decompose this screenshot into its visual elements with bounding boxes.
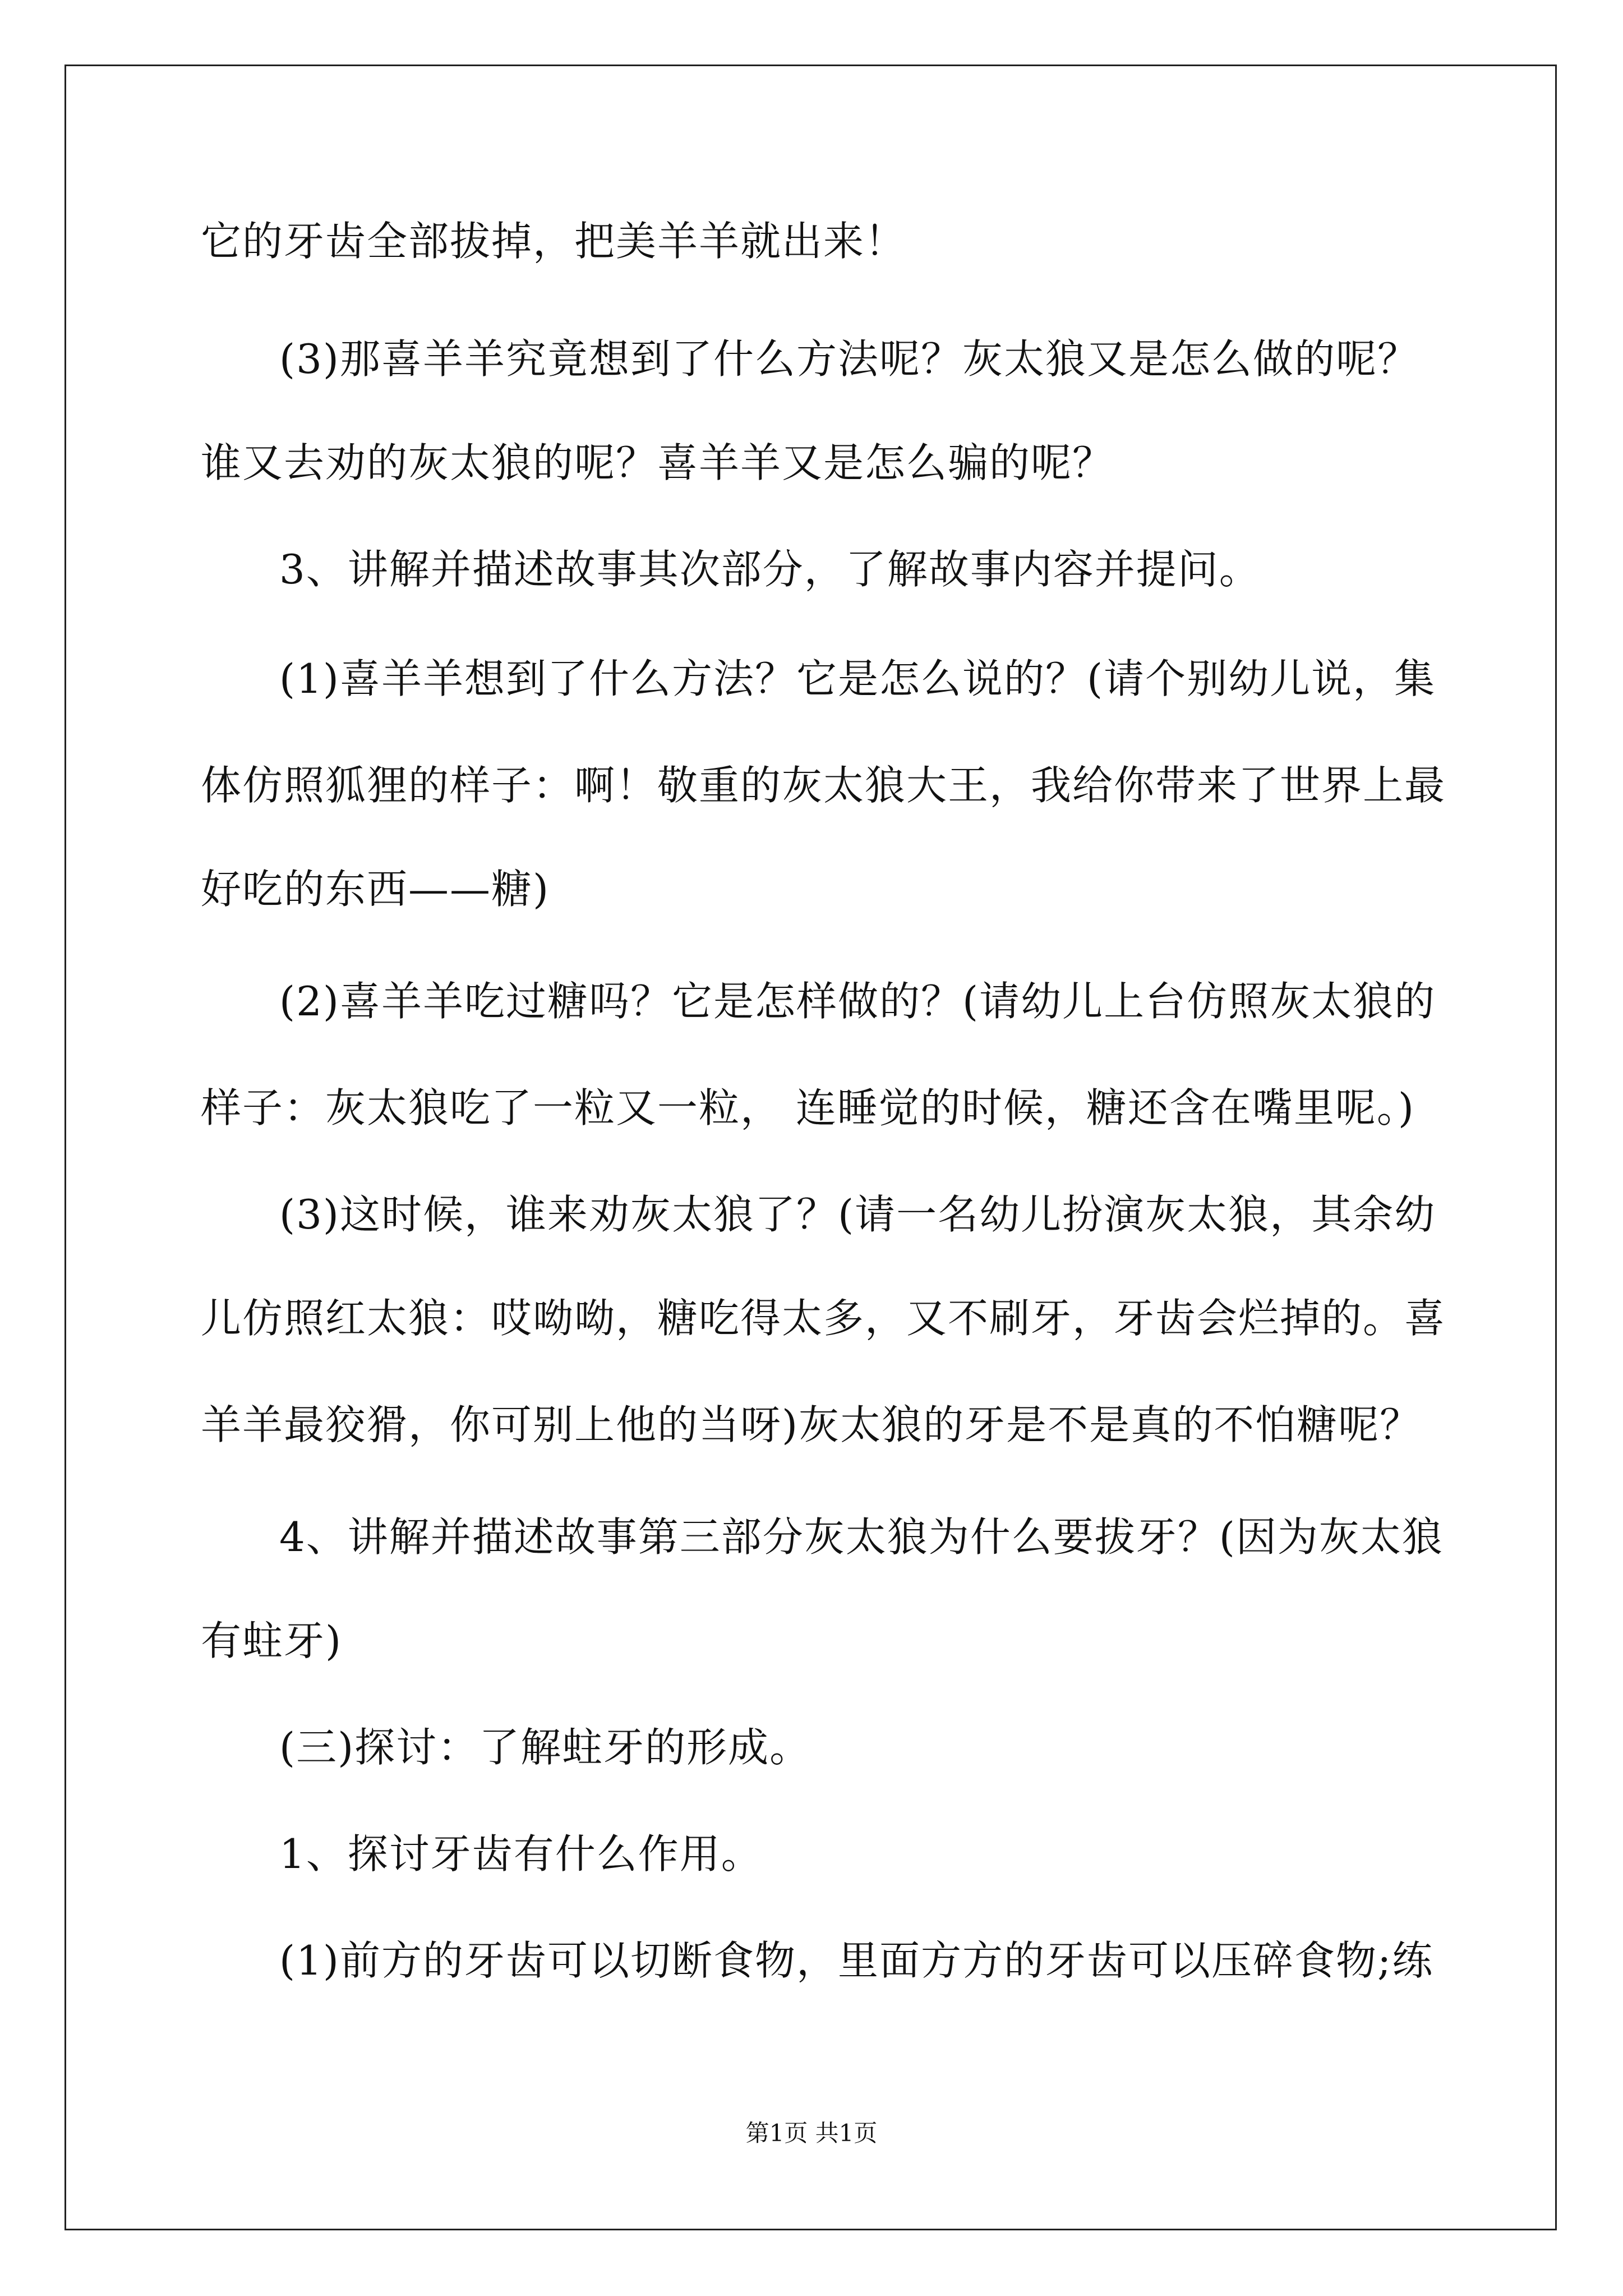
- text-line: 它的牙齿全部拔掉，把美羊羊就出来！: [201, 218, 907, 265]
- text-line: 羊羊最狡猾，你可别上他的当呀)灰太狼的牙是不是真的不怕糖呢？: [201, 1401, 1422, 1448]
- text-line: 有蛀牙): [201, 1617, 343, 1664]
- text-line: 体仿照狐狸的样子：啊！敬重的灰太狼大王，我给你带来了世界上最: [201, 762, 1446, 809]
- text-line: 样子：灰太狼吃了一粒又一粒， 连睡觉的时候，糖还含在嘴里呢。): [201, 1084, 1415, 1131]
- text-line: 好吃的东西——糖): [201, 866, 550, 913]
- text-line: 谁又去劝的灰太狼的呢？喜羊羊又是怎么骗的呢？: [201, 439, 1114, 486]
- text-line: 4、讲解并描述故事第三部分灰太狼为什么要拔牙？(因为灰太狼: [279, 1513, 1444, 1561]
- text-line: (3)那喜羊羊究竟想到了什么方法呢？灰太狼又是怎么做的呢？: [279, 335, 1419, 383]
- page-border: [64, 65, 1557, 2230]
- text-line: (1)前方的牙齿可以切断食物，里面方方的牙齿可以压碎食物;练: [279, 1937, 1434, 1984]
- text-line: 儿仿照红太狼：哎呦呦，糖吃得太多，又不刷牙，牙齿会烂掉的。喜: [201, 1295, 1446, 1342]
- text-line: 1、探讨牙齿有什么作用。: [279, 1830, 763, 1878]
- text-line: (1)喜羊羊想到了什么方法？它是怎么说的？(请个别幼儿说，集: [279, 655, 1436, 702]
- text-line: 3、讲解并描述故事其次部分，了解故事内容并提问。: [279, 546, 1261, 593]
- text-line: (三)探讨：了解蛀牙的形成。: [279, 1724, 811, 1771]
- page-number-footer: 第1页 共1页: [745, 2119, 878, 2147]
- text-line: (2)喜羊羊吃过糖吗？它是怎样做的？(请幼儿上台仿照灰太狼的: [279, 978, 1436, 1025]
- text-line: (3)这时候，谁来劝灰太狼了？(请一名幼儿扮演灰太狼，其余幼: [279, 1191, 1436, 1238]
